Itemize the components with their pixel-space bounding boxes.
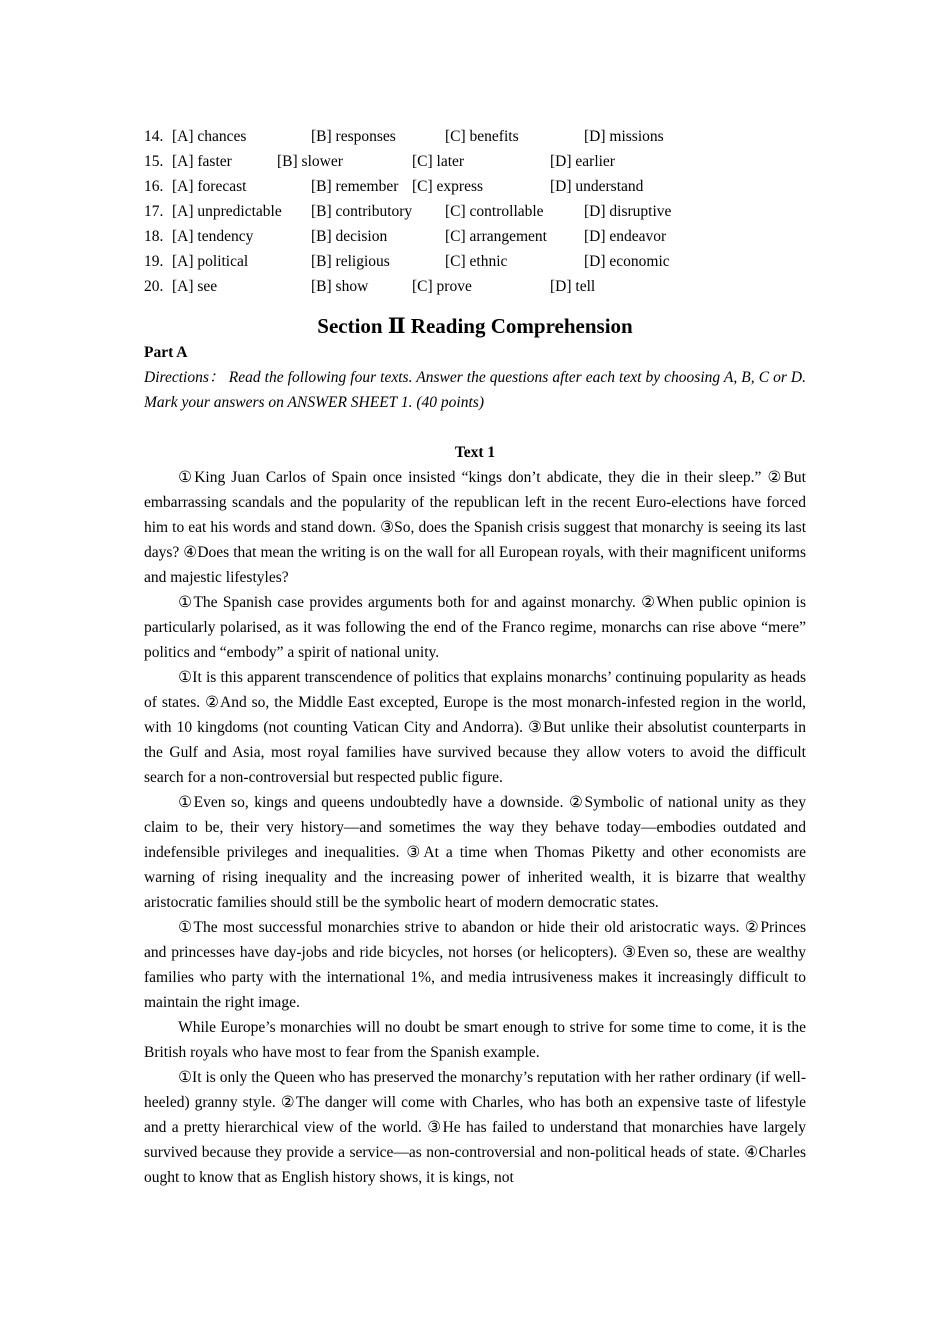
option-row [144, 124, 806, 149]
option-a: [A] chances [172, 128, 247, 145]
text-title: Text 1 [454, 444, 496, 461]
answer-options [144, 124, 806, 299]
paragraph: ①The Spanish case provides arguments both for and against monarchy. ②When public opinion is particularly polarised, as it was following the end of the Franco regime, monarchs can rise above “mere” politics and “embody” a spirit of national unity. [144, 594, 806, 661]
option-b: [B] remember [311, 178, 399, 195]
option-row [144, 224, 806, 249]
option-row [144, 149, 806, 174]
question-number: 19. [144, 253, 164, 270]
question-number: 20. [144, 278, 164, 295]
option-c: [C] arrangement [445, 228, 547, 245]
option-b: [B] show [311, 278, 369, 295]
question-number: 14. [144, 128, 164, 145]
paragraph: ①It is this apparent transcendence of politics that explains monarchs’ continuing popularity as heads of states. ②And so, the Middle East excepted, Europe is the most monarch-infested region in the world, with 10 kingdoms (not counting Vatican City and Andorra). ③But unlike their absolutist counterparts in the Gulf and Asia, most royal families have survived because they allow voters to avoid the difficult search for a non-controversial but respected public figure. [144, 669, 806, 786]
paragraph: While Europe’s monarchies will no doubt be smart enough to strive for some time to come, it is the British royals who have most to fear from the Spanish example. [144, 1019, 806, 1061]
option-d: [D] endeavor [584, 228, 667, 245]
paragraph: ①It is only the Queen who has preserved the monarchy’s reputation with her rather ordinary (if well-heeled) granny style. ②The danger will come with Charles, who has both an expensive taste of lifestyle and a pretty hierarchical view of the world. ③He has failed to understand that monarchies have largely survived because they provide a service—as non-controversial and non-political heads of state. ④Charles ought to know that as English history shows, it is kings, not [144, 1069, 806, 1186]
passage [144, 465, 806, 1190]
question-number: 18. [144, 228, 164, 245]
option-d: [D] earlier [550, 153, 615, 170]
paragraph: ①King Juan Carlos of Spain once insisted “kings don’t abdicate, they die in their sleep.” ②But embarrassing scandals and the popularity of the republican left in the recent Euro-elections have forced him to eat his words and stand down. ③So, does the Spanish crisis suggest that monarchy is seeing its last days? ④Does that mean the writing is on the wall for all European royals, with their magnificent uniforms and majestic lifestyles? [144, 469, 806, 586]
question-number: 15. [144, 153, 164, 170]
option-b: [B] slower [277, 153, 343, 170]
option-d: [D] economic [584, 253, 670, 270]
option-row [144, 249, 806, 274]
directions: Directions： Read the following four texts. Answer the questions after each text by choosing A, B, C or D. Mark your answers on ANSWER SHEET 1. (40 points) [144, 369, 806, 411]
question-number: 16. [144, 178, 164, 195]
option-c: [C] controllable [445, 203, 544, 220]
option-row [144, 174, 806, 199]
question-number: 17. [144, 203, 164, 220]
option-c: [C] express [412, 178, 484, 195]
option-d: [D] understand [550, 178, 644, 195]
option-b: [B] responses [311, 128, 396, 145]
section-title: Section Ⅱ Reading Comprehension [317, 314, 633, 338]
option-b: [B] decision [311, 228, 388, 245]
option-c: [C] later [412, 153, 465, 170]
paragraph: ①The most successful monarchies strive to abandon or hide their old aristocratic ways. ②Princes and princesses have day-jobs and ride bicycles, not horses (or helicopters). ③Even so, these are wealthy families who party with the international 1%, and media intrusiveness makes it increasingly difficult to maintain the right image. [144, 919, 806, 1011]
part-heading: Part A [144, 344, 188, 361]
exam-page [144, 124, 806, 1190]
option-b: [B] religious [311, 253, 390, 270]
option-d: [D] missions [584, 128, 664, 145]
option-c: [C] benefits [445, 128, 519, 145]
option-a: [A] forecast [172, 178, 247, 195]
option-a: [A] tendency [172, 228, 254, 245]
option-c: [C] prove [412, 278, 472, 295]
option-row [144, 274, 806, 299]
option-a: [A] see [172, 278, 218, 295]
option-d: [D] tell [550, 278, 596, 295]
option-a: [A] unpredictable [172, 203, 282, 220]
option-d: [D] disruptive [584, 203, 672, 220]
option-a: [A] faster [172, 153, 232, 170]
option-b: [B] contributory [311, 203, 413, 220]
option-row [144, 199, 806, 224]
option-a: [A] political [172, 253, 249, 270]
paragraph: ①Even so, kings and queens undoubtedly have a downside. ②Symbolic of national unity as they claim to be, their very history—and sometimes the way they behave today—embodies outdated and indefensible privileges and inequalities. ③At a time when Thomas Piketty and other economists are warning of rising inequality and the increasing power of inherited wealth, it is bizarre that wealthy aristocratic families should still be the symbolic heart of modern democratic states. [144, 794, 806, 911]
option-c: [C] ethnic [445, 253, 508, 270]
